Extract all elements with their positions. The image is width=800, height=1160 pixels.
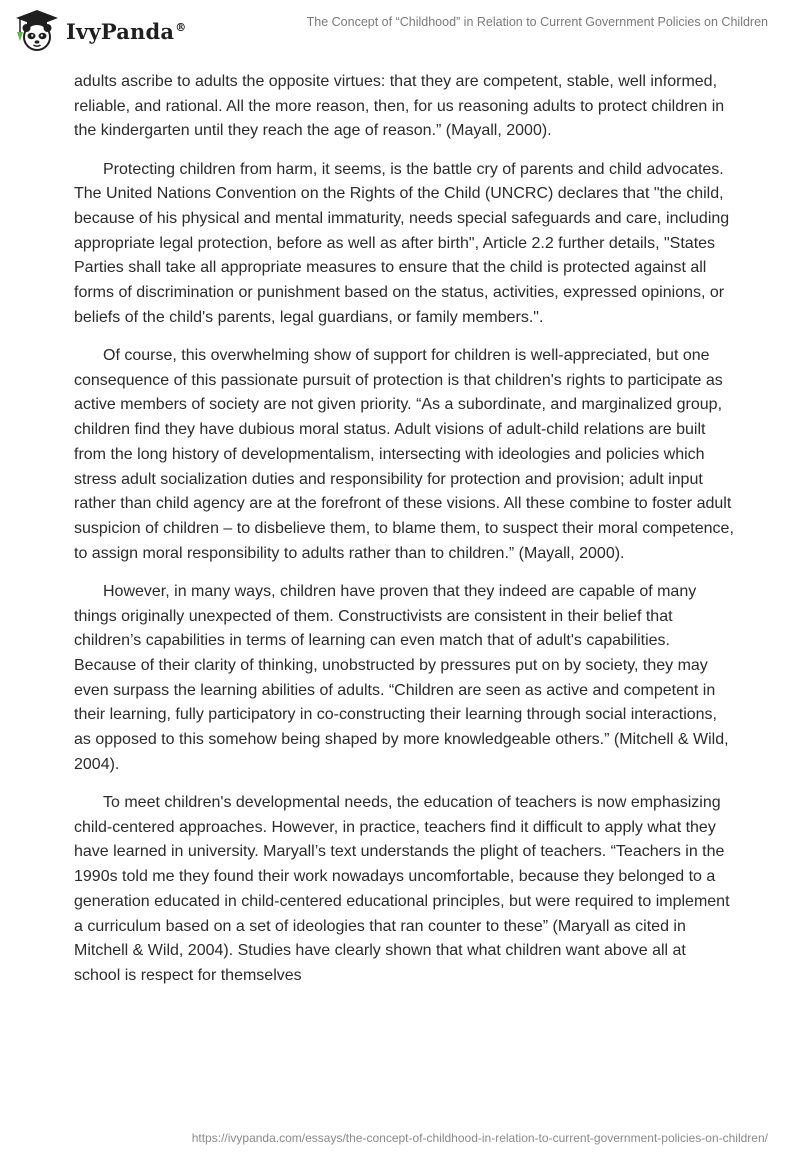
paragraph-2: Protecting children from harm, it seems, is the battle cry of parents and child advocates. The United Nations Convention on the Rights of the Child (UNCRC) declares that "the child, because of his physical and mental immaturity, needs special safeguards and care, including appropriate legal protection, before as well as after birth", Article 2.2 further details, "States Parties shall take all appropriate measures to ensure that the child is protected against all forms of discrimination or punishment based on the status, activities, expressed opinions, or beliefs of the child's parents, legal guardians, or family members.".: [74, 160, 730, 326]
brand-name: IvyPanda®: [66, 18, 187, 44]
ivypanda-logo[interactable]: [14, 8, 186, 54]
paragraph-1: adults ascribe to adults the opposite virtues: that they are competent, stable, well informed, reliable, and rational. All the more reason, then, for us reasoning adults to protect children in the kindergarten until they reach the age of reason.” (Mayall, 2000).: [74, 73, 725, 140]
document-title: The Concept of “Childhood” in Relation to Current Government Policies on Children: [306, 15, 768, 29]
source-url[interactable]: https://ivypanda.com/essays/the-concept-of-childhood-in-relation-to-current-government-policies-on-children/: [191, 1131, 768, 1145]
paragraph-5: To meet children's developmental needs, the education of teachers is now emphasizing child-centered approaches. However, in practice, teachers find it difficult to apply what they have learned in university. Maryall’s text understands the plight of teachers. “Teachers in the 1990s told me they found their work nowadays uncomfortable, because they belonged to a generation educated in child-centered educational principles, but were required to implement a curriculum based on a set of ideologies that ran counter to these” (Maryall as cited in Mitchell & Wild, 2004). Studies have clearly shown that what children want above all at school is respect for themselves: [74, 793, 730, 984]
paragraph-4: However, in many ways, children have proven that they indeed are capable of many things originally unexpected of them. Constructivists are consistent in their belief that children’s capabilities in terms of learning can even match that of adult's capabilities. Because of their clarity of thinking, unobstructed by pressures put on by society, they may even surpass the learning abilities of adults. “Children are seen as active and competent in their learning, fully participatory in co-constructing their learning through social interactions, as opposed to this somehow being shaped by more knowledgeable others.” (Mitchell & Wild, 2004).: [74, 582, 729, 773]
essay-body: [74, 70, 734, 1002]
panda-graduate-icon: [14, 8, 60, 54]
page-header: [0, 0, 800, 64]
paragraph-3: Of course, this overwhelming show of support for children is well-appreciated, but one consequence of this passionate pursuit of protection is that children's rights to participate as active members of society are not given priority. “As a subordinate, and marginalized group, children find they have dubious moral status. Adult visions of adult-child relations are built from the long history of developmentalism, intersecting with ideologies and policies which stress adult socialization duties and responsibility for protection and provision; adult input rather than child agency are at the forefront of these visions. All these combine to foster adult suspicion of children – to disbelieve them, to blame them, to suspect their moral competence, to assign moral responsibility to adults rather than to children.” (Mayall, 2000).: [74, 347, 734, 562]
